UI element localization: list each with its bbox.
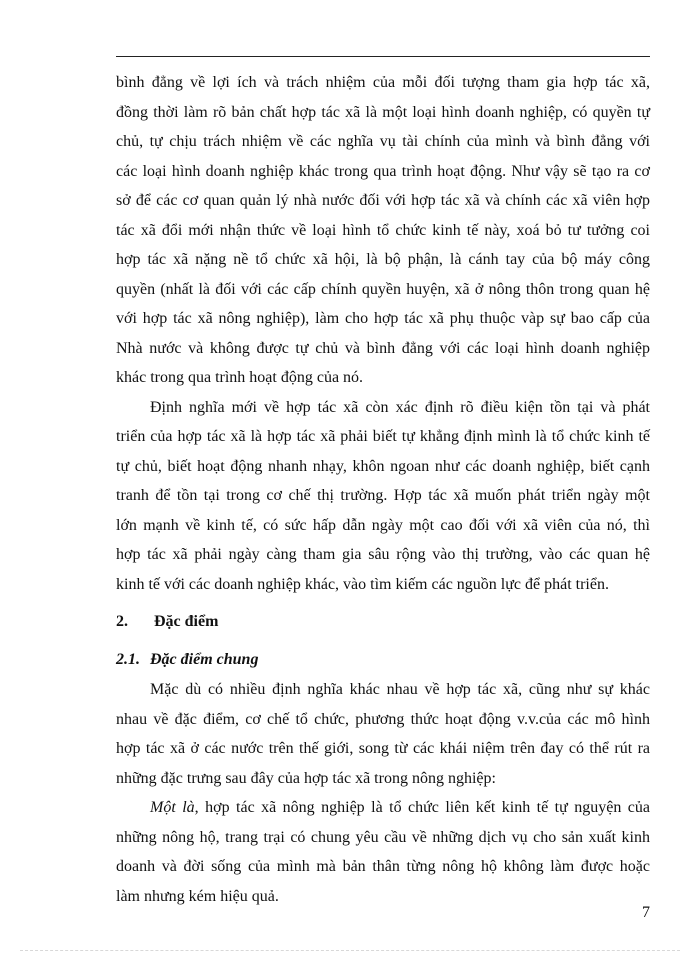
text-line: làm nhưng kém hiệu quả. (116, 887, 279, 905)
text-line: tranh để tồn tại trong cơ chế thị trường. Hợp tác xã muốn phát triển ngày một (116, 487, 650, 504)
subsection-heading (116, 645, 650, 675)
section-heading (116, 607, 650, 637)
paragraph-characteristics-intro (116, 675, 650, 793)
page-number: 7 (642, 904, 650, 921)
paragraph-equality (116, 68, 650, 393)
section-title: Đặc điểm (154, 613, 219, 630)
page-edge-rule (20, 950, 680, 951)
text-line: hợp tác xã phải ngày càng tham gia sâu rộng vào thị trường, vào các quan hệ (116, 546, 650, 563)
header-rule (116, 56, 650, 57)
text-line: nhau về đặc điểm, cơ chế tổ chức, phương thức hoạt động v.v.của các mô hình (116, 710, 650, 728)
text-line: lớn mạnh về kinh tế, có sức hấp dẫn ngày một cao đối với xã viên của nó, thì (116, 516, 650, 534)
text-line: bình đẳng về lợi ích và trách nhiệm của mỗi đối tượng tham gia hợp tác xã, (116, 74, 650, 91)
line-rest: , hợp tác xã nông nghiệp là tổ chức liên kết kinh tế tự nguyện của (194, 799, 651, 816)
text-line: những nông hộ, trang trại có chung yêu cầu về những dịch vụ cho sản xuất kinh (116, 828, 650, 846)
spacer (116, 637, 650, 645)
text-line: doanh và đời sống của mình mà bản thân từng nông hộ không làm được hoặc (116, 858, 650, 875)
text-line: khác trong qua trình hoạt động của nó. (116, 369, 364, 386)
text-line (116, 793, 650, 823)
text-line: Nhà nước và không được tự chủ và bình đẳng với các loại hình doanh nghiệp (116, 339, 650, 357)
text-line: Mặc dù có nhiều định nghĩa khác nhau về hợp tác xã, cũng như sự khác (150, 681, 650, 698)
text-line: hợp tác xã nặng nề tổ chức xã hội, là bộ phận, là cánh tay của bộ máy công (116, 251, 650, 268)
text-line: tự chủ, biết hoạt động nhanh nhạy, khôn ngoan như các doanh nghiệp, biết cạnh (116, 457, 650, 475)
text-line: với hợp tác xã nông nghiệp), làm cho hợp tác xã phụ thuộc vàp sự bao cấp của (116, 310, 650, 327)
page-body (116, 68, 650, 911)
paragraph-first-characteristic (116, 793, 650, 911)
text-line: hợp tác xã ở các nước trên thế giới, song từ các khái niệm trên đay có thể rút ra (116, 740, 650, 757)
text-line: tác xã đổi mới nhận thức về loại hình tổ chức kinh tế này, xoá bỏ tư tưởng coi (116, 221, 650, 239)
text-line: sở để các cơ quan quản lý nhà nước đối với hợp tác xã và chính các xã viên hợp (116, 192, 650, 209)
text-line: những đặc trưng sau đây của hợp tác xã trong nông nghiệp: (116, 769, 496, 787)
paragraph-new-definition (116, 393, 650, 600)
spacer (116, 599, 650, 607)
text-line: các loại hình doanh nghiệp khác trong qua trình hoạt động. Như vậy sẽ tạo ra cơ (116, 162, 650, 180)
section-number: 2. (116, 613, 128, 630)
text-line: quyền (nhất là đối với các cấp chính quyền huyện, xã ở nông thôn trong quan hệ (116, 280, 650, 298)
text-line: Định nghĩa mới về hợp tác xã còn xác định rõ điều kiện tồn tại và phát (150, 398, 650, 416)
text-line: kinh tế với các doanh nghiệp khác, vào tìm kiếm các nguồn lực để phát triển. (116, 575, 609, 593)
subsection-number: 2.1. (116, 651, 140, 668)
text-line: triển của hợp tác xã là hợp tác xã phải biết tự khẳng định mình là tổ chức kinh tế (116, 428, 650, 445)
italic-lead: Một là (150, 799, 195, 816)
subsection-title: Đặc điểm chung (150, 651, 259, 668)
text-line: chủ, tự chịu trách nhiệm về các nghĩa vụ tài chính của mình và bình đẳng với (116, 133, 650, 150)
text-line: đồng thời làm rõ bản chất hợp tác xã là một loại hình doanh nghiệp, có quyền tự (116, 103, 650, 121)
